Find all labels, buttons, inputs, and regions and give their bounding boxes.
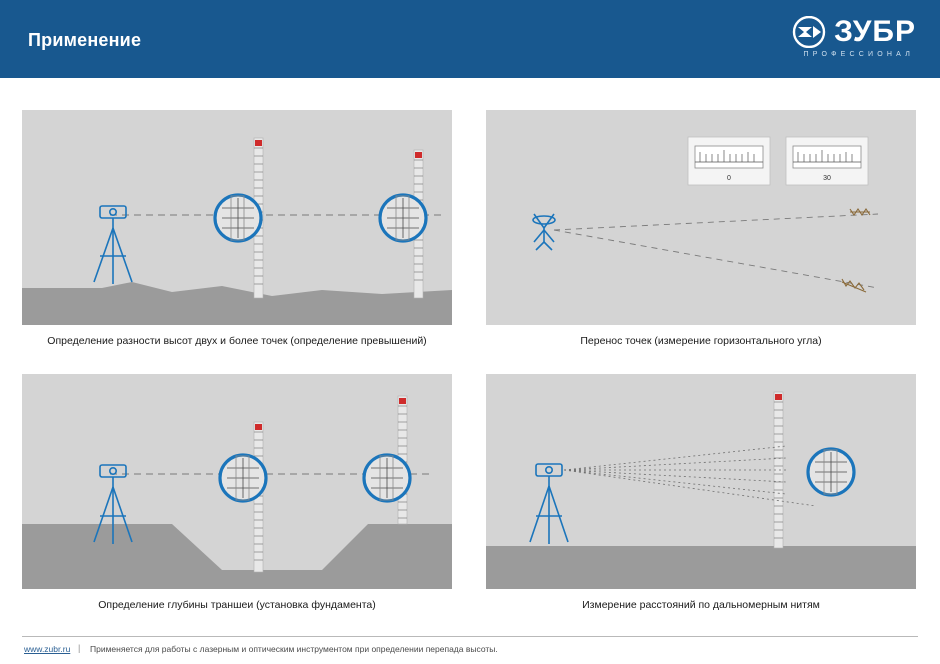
- illustration-stadia-distance: [486, 374, 916, 589]
- panel-trench-depth: [22, 374, 452, 611]
- illustration-trench-depth: [22, 374, 452, 589]
- zubr-arrow-icon: [792, 16, 826, 48]
- footer-divider: [22, 636, 918, 637]
- brand-name: ЗУБР: [834, 15, 916, 48]
- svg-text:0: 0: [727, 175, 731, 182]
- footer-separator: |: [78, 643, 81, 653]
- page-title: Применение: [28, 30, 142, 50]
- panel-caption: Определение разности высот двух и более точек (определение превышений): [47, 335, 427, 347]
- panel-point-transfer: [486, 110, 916, 347]
- panel-caption: Перенос точек (измерение горизонтального угла): [580, 335, 822, 347]
- panel-height-difference: [22, 110, 452, 347]
- page-header: [0, 0, 940, 78]
- panel-caption: Определение глубины траншеи (установка фундамента): [98, 599, 376, 611]
- brand-tagline: ПРОФЕССИОНАЛ: [803, 51, 914, 58]
- illustration-height-difference: [22, 110, 452, 325]
- site-url-link[interactable]: www.zubr.ru: [24, 644, 71, 654]
- footer-note: Применяется для работы с лазерным и оптическим инструментом при определении перепада высоты.: [90, 644, 498, 654]
- panel-stadia-distance: [486, 374, 916, 611]
- page-footer: [0, 636, 940, 664]
- svg-text:30: 30: [823, 175, 831, 182]
- panel-caption: Измерение расстояний по дальномерным нитям: [582, 599, 820, 611]
- illustration-point-transfer: [486, 110, 916, 325]
- brand-logo: [726, 16, 916, 64]
